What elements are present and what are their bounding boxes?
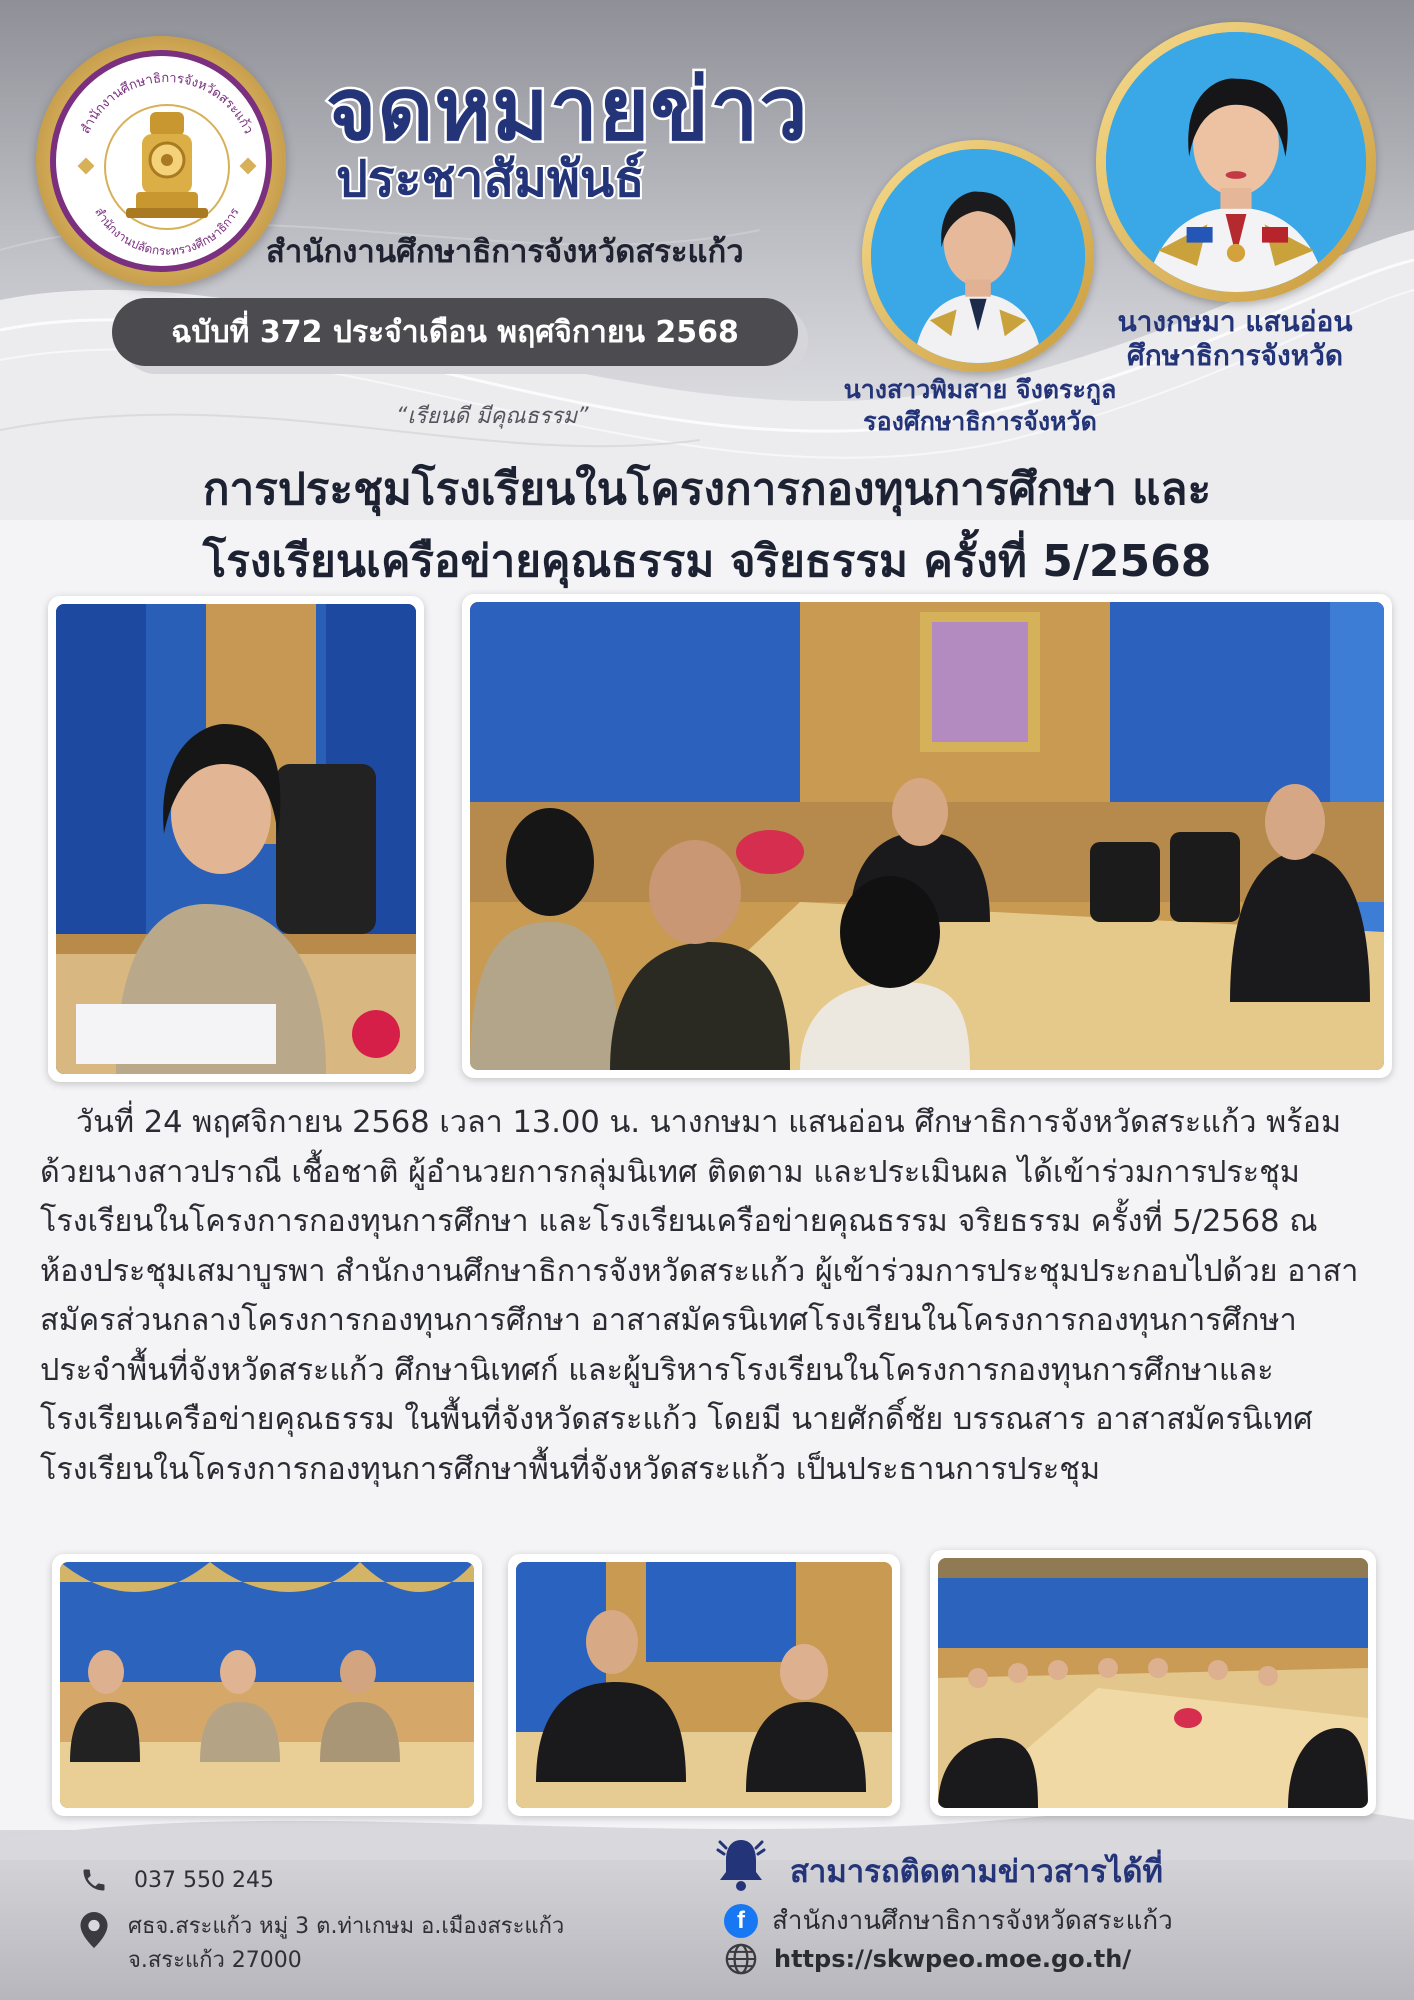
photo-attendees-group bbox=[52, 1554, 482, 1816]
phone-contact bbox=[78, 1864, 274, 1896]
seal-emblem-icon bbox=[56, 56, 278, 278]
bell-icon bbox=[716, 1836, 766, 1892]
address-line-1: ศธจ.สระแก้ว หมู่ 3 ต.ท่าเกษม อ.เมืองสระแก้ว bbox=[128, 1914, 565, 1939]
issue-label: ฉบับที่ 372 ประจำเดือน พฤศจิกายน 2568 bbox=[171, 314, 739, 350]
facebook-link[interactable] bbox=[724, 1900, 1173, 1941]
photo-meeting-room bbox=[462, 594, 1392, 1078]
headline-line-1: การประชุมโรงเรียนในโครงการกองทุนการศึกษา และ bbox=[202, 464, 1212, 515]
address-line-2: จ.สระแก้ว 27000 bbox=[128, 1948, 302, 1973]
director-role: ศึกษาธิการจังหวัด bbox=[1126, 339, 1344, 372]
office-seal bbox=[36, 36, 286, 286]
director-portrait bbox=[1096, 22, 1376, 302]
globe-icon bbox=[724, 1942, 758, 1976]
photo-meeting-overview bbox=[930, 1550, 1376, 1816]
issue-badge bbox=[112, 298, 798, 366]
follow-title: สามารถติดตามข่าวสารได้ที่ bbox=[790, 1854, 1163, 1890]
website-link[interactable] bbox=[724, 1942, 1131, 1976]
seal-text-top: สำนักงานศึกษาธิการจังหวัดสระแก้ว bbox=[78, 70, 256, 137]
photo-director-at-meeting bbox=[48, 596, 424, 1082]
facebook-icon: f bbox=[724, 1904, 758, 1938]
website-url[interactable]: https://skwpeo.moe.go.th/ bbox=[774, 1945, 1132, 1973]
deputy-photo bbox=[871, 149, 1085, 363]
facebook-page-name[interactable]: สำนักงานศึกษาธิการจังหวัดสระแก้ว bbox=[772, 1906, 1173, 1936]
deputy-name: นางสาวพิมสาย จึงตระกูล bbox=[843, 375, 1117, 404]
slogan: “เรียนดี มีคุณธรรม” bbox=[396, 404, 589, 429]
director-photo bbox=[1106, 32, 1366, 292]
director-name: นางกษมา แสนอ่อน bbox=[1117, 305, 1353, 338]
phone-number[interactable]: 037 550 245 bbox=[134, 1867, 274, 1893]
deputy-role: รองศึกษาธิการจังหวัด bbox=[863, 407, 1097, 436]
newsletter-title: จดหมายข่าว bbox=[326, 60, 809, 160]
seal-text-bottom: สำนักงานปลัดกระทรวงศึกษาธิการ bbox=[92, 205, 242, 259]
office-name: สำนักงานศึกษาธิการจังหวัดสระแก้ว bbox=[266, 234, 744, 270]
news-body-text: วันที่ 24 พฤศจิกายน 2568 เวลา 13.00 น. นางกษมา แสนอ่อน ศึกษาธิการจังหวัดสระแก้ว พร้อมด้วยนางสาวปราณี เชื้อชาติ ผู้อำนวยการกลุ่มนิเทศ ติดตาม และประเมินผล ได้เข้าร่วมการประชุมโรงเรียนในโครงการกองทุนการศึกษา และโรงเรียนเครือข่ายคุณธรรม จริยธรรม ครั้งที่ 5/2568 ณ ห้องประชุมเสมาบูรพา สำนักงานศึกษาธิการจังหวัดสระแก้ว ผู้เข้าร่วมการประชุมประกอบไปด้วย อาสาสมัครส่วนกลางโครงการกองทุนการศึกษา อาสาสมัครนิเทศโรงเรียนในโครงการกองทุนการศึกษาประจำพื้นที่จังหวัดสระแก้ว ศึกษานิเทศก์ และผู้บริหารโรงเรียนในโครงการกองทุนการศึกษาและโรงเรียนเครือข่ายคุณธรรม ในพื้นที่จังหวัดสระแก้ว โดยมี นายศักดิ์ชัย บรรณสาร อาสาสมัครนิเทศโรงเรียนในโครงการกองทุนการศึกษาพื้นที่จังหวัดสระแก้ว เป็นประธานการประชุม bbox=[40, 1105, 1359, 1487]
photo-chairman-speaking bbox=[508, 1554, 900, 1816]
headline-line-2: โรงเรียนเครือข่ายคุณธรรม จริยธรรม ครั้งที่ 5/2568 bbox=[202, 536, 1212, 587]
news-headline bbox=[40, 454, 1374, 598]
location-pin-icon bbox=[80, 1912, 108, 1948]
phone-icon bbox=[78, 1864, 110, 1896]
newsletter-subtitle: ประชาสัมพันธ์ bbox=[336, 150, 645, 208]
